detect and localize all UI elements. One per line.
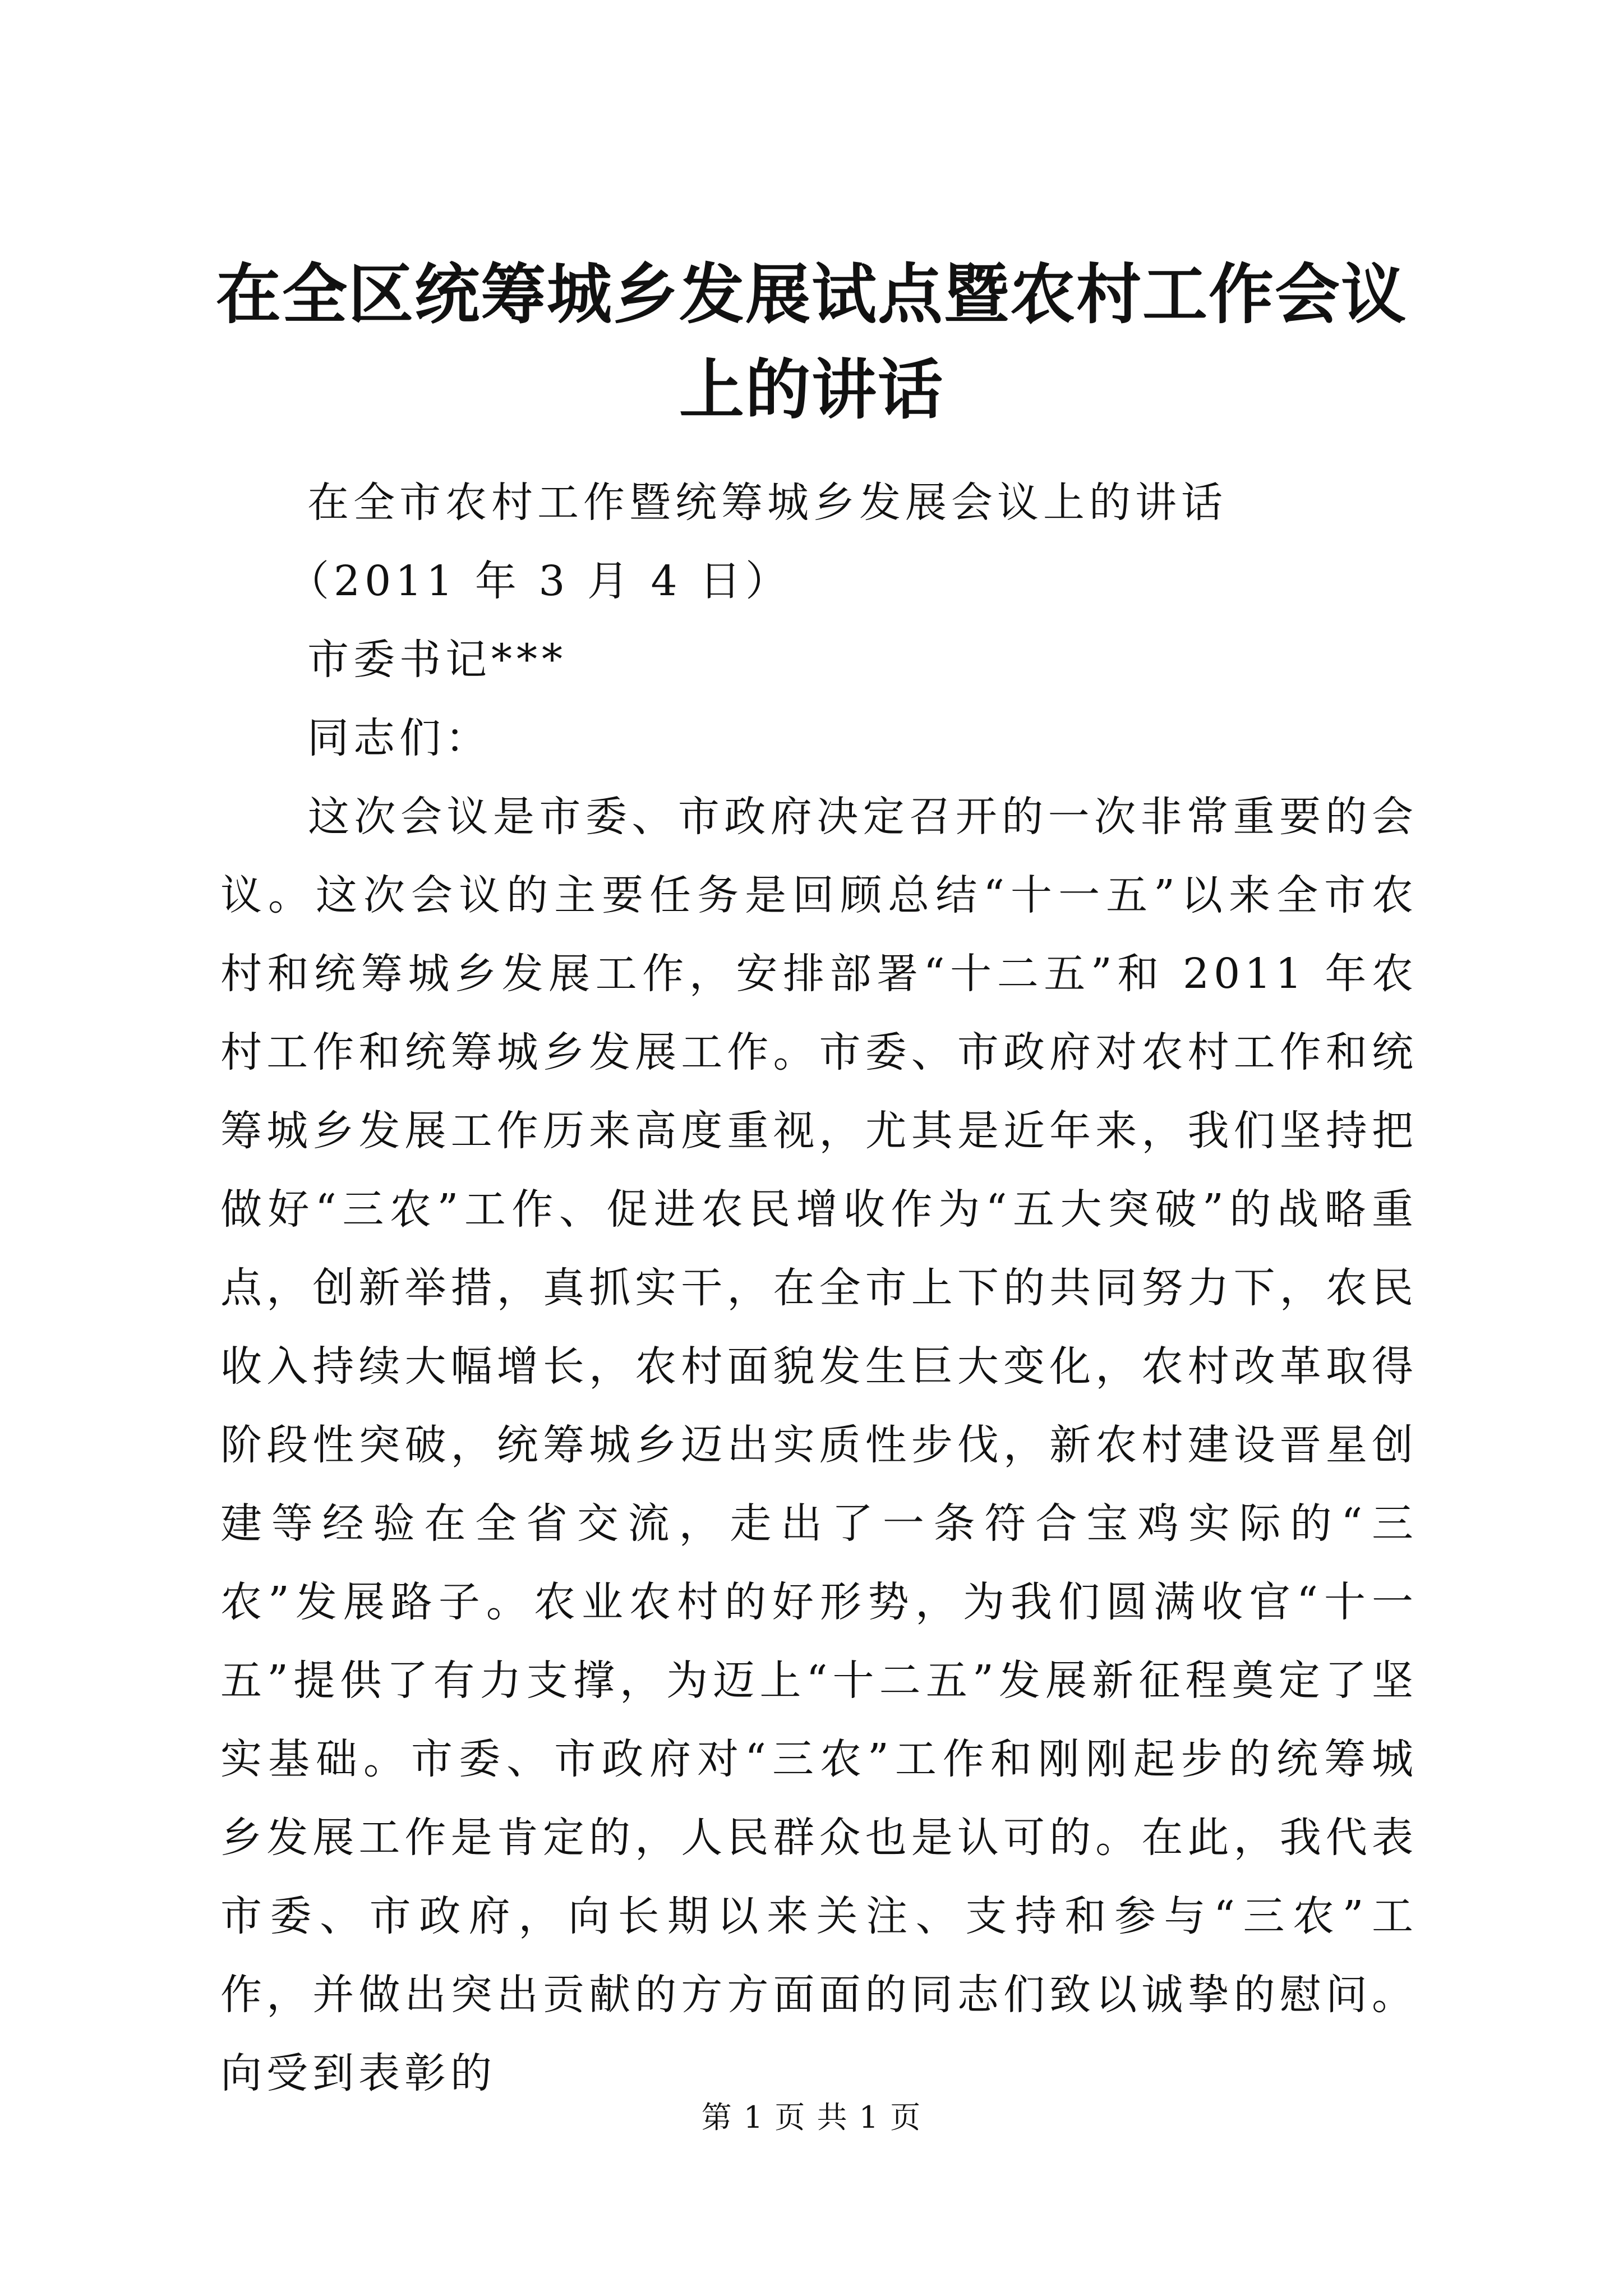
- body-paragraph: 这次会议是市委、市政府决定召开的一次非常重要的会议。这次会议的主要任务是回顾总结“十一五”以来全市农村和统筹城乡发展工作，安排部署“十二五”和 2011 年农村工作和统筹城乡发展工作。市委、市政府对农村工作和统筹城乡发展工作历来高度重视，尤其是近年来，我们坚持把做好“三农”工作、促进农民增收作为“五大突破”的战略重点，创新举措，真抓实干，在全市上下的共同努力下，农民收入持续大幅增长，农村面貌发生巨大变化，农村改革取得阶段性突破，统筹城乡迈出实质性步伐，新农村建设晋星创建等经验在全省交流，走出了一条符合宝鸡实际的“三农”发展路子。农业农村的好形势，为我们圆满收官“十一五”提供了有力支撑，为迈上“十二五”发展新征程奠定了坚实基础。市委、市政府对“三农”工作和刚刚起步的统筹城乡发展工作是肯定的，人民群众也是认可的。在此，我代表市委、市政府，向长期以来关注、支持和参与“三农”工作，并做出突出贡献的方方面面的同志们致以诚挚的慰问。向受到表彰的: [220, 793, 1418, 2097]
- document-title: 在全区统筹城乡发展试点暨农村工作会议上的讲话: [216, 256, 1407, 428]
- speaker-line: 市委书记***: [307, 636, 567, 684]
- document-body: [220, 463, 1418, 2113]
- salutation: 同志们：: [307, 714, 491, 762]
- page-footer: 第 1 页 共 1 页: [701, 2100, 922, 2135]
- speech-date: （2011 年 3 月 4 日）: [288, 557, 792, 605]
- subtitle: 在全市农村工作暨统筹城乡发展会议上的讲话: [307, 478, 1227, 527]
